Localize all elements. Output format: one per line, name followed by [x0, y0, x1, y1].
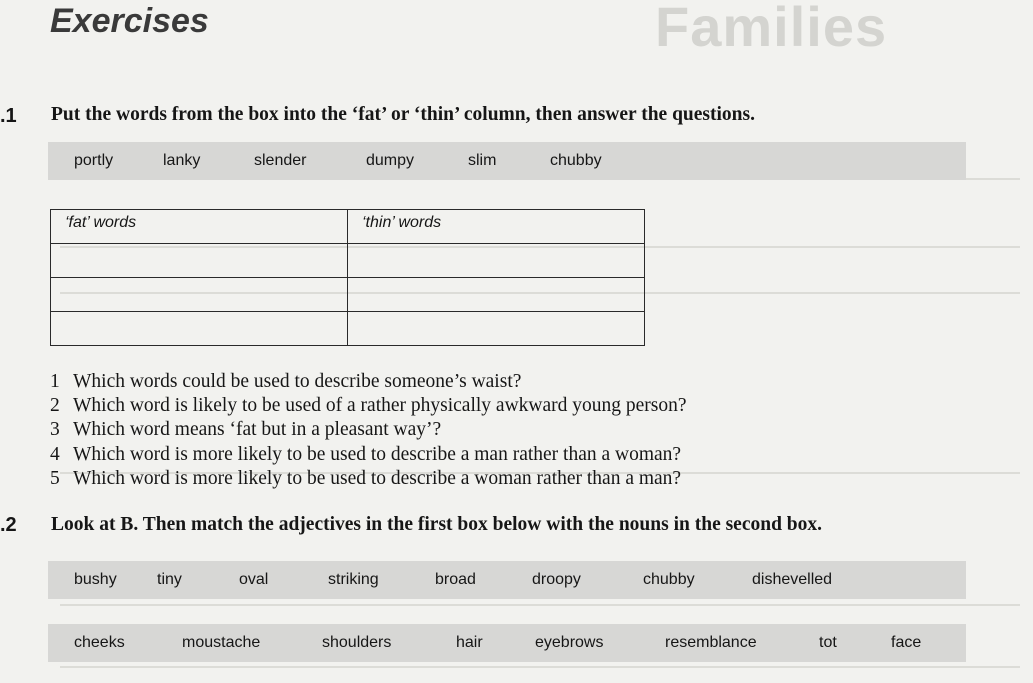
table-row	[51, 312, 645, 346]
table-row	[51, 278, 645, 312]
noun-item: face	[891, 634, 922, 651]
noun-item: eyebrows	[535, 634, 604, 651]
question-list	[50, 370, 687, 491]
background-page-title: Families	[655, 0, 888, 58]
background-text-line	[60, 604, 1020, 606]
question-text: Which words could be used to describe someone’s waist?	[73, 371, 522, 392]
question-number: 3	[50, 419, 60, 441]
question-number: 2	[50, 395, 60, 417]
nouns-box	[48, 624, 966, 662]
table-row	[51, 244, 645, 278]
exercise-instruction: Look at B. Then match the adjectives in the first box below with the nouns in the second box.	[51, 514, 823, 535]
fat-words-cell[interactable]	[51, 312, 348, 346]
thin-words-cell[interactable]	[348, 244, 645, 278]
word-item: chubby	[550, 152, 602, 169]
thin-words-cell[interactable]	[348, 278, 645, 312]
fat-words-cell[interactable]	[51, 278, 348, 312]
thin-words-header: ‘thin’ words	[348, 210, 645, 244]
fat-thin-table	[50, 209, 645, 346]
word-item: dumpy	[366, 152, 415, 169]
noun-item: tot	[819, 634, 837, 651]
question-text: Which word is more likely to be used to describe a woman rather than a man?	[73, 467, 682, 489]
fat-words-header: ‘fat’ words	[51, 210, 348, 244]
noun-item: moustache	[182, 634, 261, 651]
question-item	[50, 467, 687, 491]
word-item: slim	[468, 152, 497, 169]
adjective-item: striking	[328, 571, 379, 588]
adjective-item: chubby	[643, 571, 695, 588]
fat-words-cell[interactable]	[51, 244, 348, 278]
noun-item: shoulders	[322, 634, 392, 651]
word-item: portly	[74, 152, 114, 169]
adjective-item: oval	[239, 571, 269, 588]
question-number: 5	[50, 467, 60, 489]
exercise-instruction: Put the words from the box into the ‘fat’ or ‘thin’ column, then answer the questions.	[51, 104, 755, 125]
adjective-item: bushy	[74, 571, 117, 588]
question-item	[50, 394, 687, 418]
adjective-item: tiny	[157, 571, 182, 588]
page-heading: Exercises	[50, 2, 209, 40]
word-box	[48, 142, 966, 180]
question-text: Which word is likely to be used of a rather physically awkward young person?	[73, 395, 687, 417]
noun-item: resemblance	[665, 634, 757, 651]
word-item: slender	[254, 152, 307, 169]
adjective-item: droopy	[532, 571, 581, 588]
question-item	[50, 370, 687, 394]
adjective-item: broad	[435, 571, 476, 588]
question-number: 1	[50, 371, 60, 392]
background-text-line	[60, 666, 1020, 668]
exercise-number: .2	[0, 514, 17, 536]
noun-item: hair	[456, 634, 483, 651]
question-item	[50, 418, 687, 442]
question-number: 4	[50, 443, 60, 465]
word-item: lanky	[163, 152, 201, 169]
exercise-number: .1	[0, 105, 17, 127]
noun-item: cheeks	[74, 634, 125, 651]
question-item	[50, 443, 687, 467]
adjectives-box	[48, 561, 966, 599]
thin-words-cell[interactable]	[348, 312, 645, 346]
question-text: Which word is more likely to be used to describe a man rather than a woman?	[73, 443, 682, 465]
table-header-row	[51, 210, 645, 244]
adjective-item: dishevelled	[752, 571, 833, 588]
question-text: Which word means ‘fat but in a pleasant way’?	[73, 419, 442, 441]
